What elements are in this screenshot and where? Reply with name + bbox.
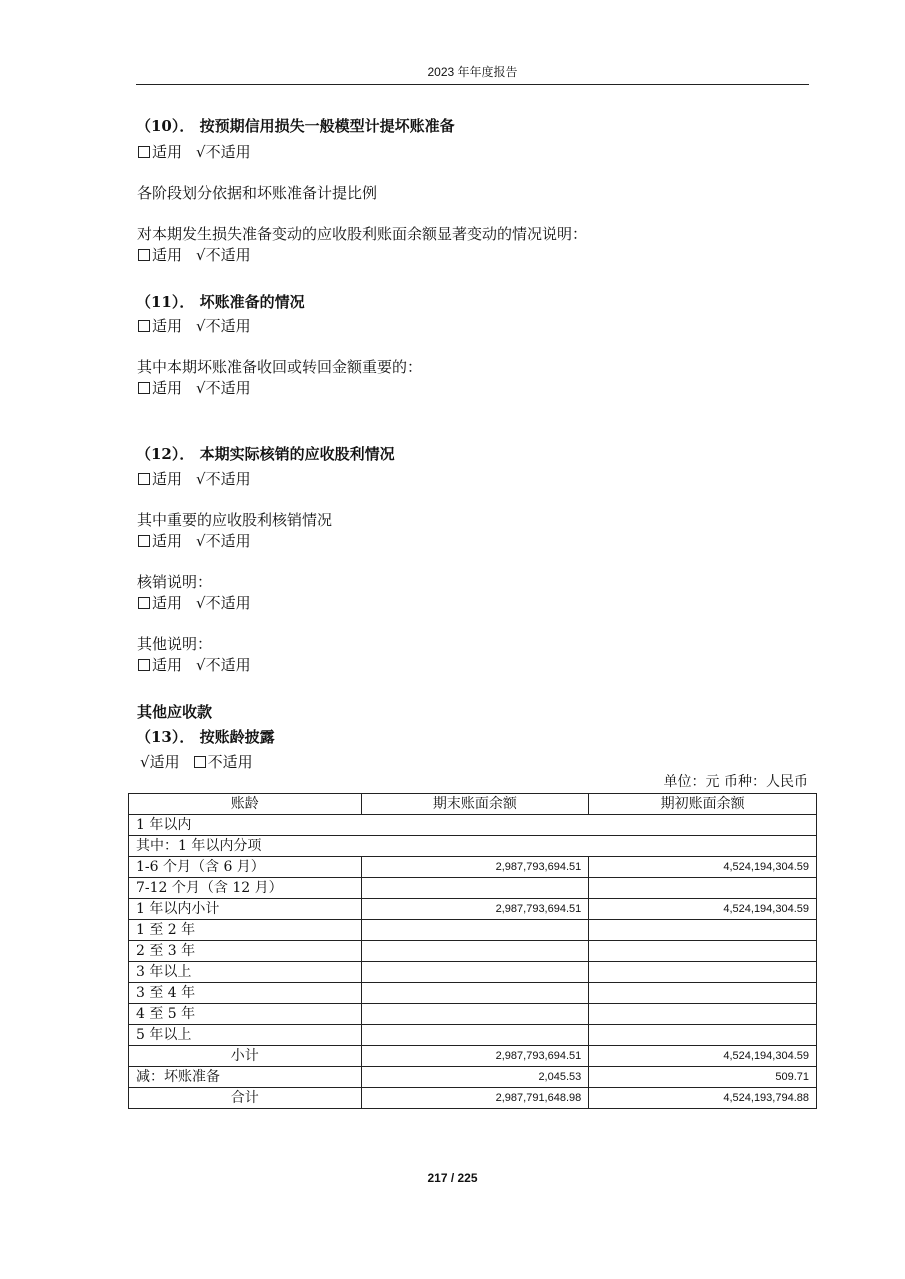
ending-balance-cell (361, 1004, 589, 1025)
check-mark-icon: √ (196, 246, 206, 264)
table-row (129, 920, 817, 941)
ending-balance-cell (361, 1025, 589, 1046)
ending-balance-cell: 2,987,793,694.51 (361, 899, 589, 920)
ending-balance-cell (361, 962, 589, 983)
row-label: 合计 (129, 1088, 362, 1109)
row-label: 小计 (129, 1046, 362, 1067)
row-label: 1-6 个月（含 6 月） (129, 857, 362, 878)
applicability-options: 适用 √不适用 (138, 593, 251, 613)
change-note-text: 对本期发生损失准备变动的应收股利账面余额显著变动的情况说明： (137, 225, 588, 243)
check-mark-icon: √ (196, 656, 206, 674)
page-header: 2023 年年度报告 (136, 60, 809, 85)
ending-balance-cell (361, 941, 589, 962)
row-label: 3 年以上 (129, 962, 362, 983)
row-label: 1 年以内小计 (129, 899, 362, 920)
ending-balance-cell: 2,987,791,648.98 (361, 1088, 589, 1109)
beginning-balance-cell (589, 962, 817, 983)
header-beginning-balance: 期初账面余额 (589, 794, 817, 815)
check-mark-icon: √ (196, 594, 206, 612)
table-row (129, 878, 817, 899)
header-ending-balance: 期末账面余额 (361, 794, 589, 815)
writeoff-note-text: 核销说明： (137, 573, 213, 591)
applicability-options: √适用 不适用 (140, 753, 253, 771)
beginning-balance-cell (589, 1004, 817, 1025)
checkbox-icon (138, 473, 150, 485)
table-row (129, 983, 817, 1004)
beginning-balance-cell: 4,524,194,304.59 (589, 857, 817, 878)
table-row (129, 962, 817, 983)
bad-debt-row (129, 1067, 817, 1088)
table-row (129, 857, 817, 878)
checkbox-icon (138, 146, 150, 158)
checkbox-icon (138, 382, 150, 394)
ending-balance-cell: 2,045.53 (361, 1067, 589, 1088)
beginning-balance-cell: 509.71 (589, 1067, 817, 1088)
table-row (129, 1025, 817, 1046)
beginning-balance-cell (589, 920, 817, 941)
aging-table (128, 793, 817, 1109)
recovery-note-text: 其中本期坏账准备收回或转回金额重要的： (137, 358, 423, 376)
ending-balance-cell: 2,987,793,694.51 (361, 857, 589, 878)
beginning-balance-cell (589, 941, 817, 962)
ending-balance-cell (361, 983, 589, 1004)
table-row (129, 899, 817, 920)
table-row (129, 941, 817, 962)
row-label: 其中：1 年以内分项 (129, 836, 817, 857)
checkbox-icon (138, 535, 150, 547)
section-12-title: （12）． 本期实际核销的应收股利情况 (136, 445, 395, 463)
applicability-options: 适用 √不适用 (138, 378, 251, 398)
checkbox-icon (138, 659, 150, 671)
check-mark-icon: √ (196, 317, 206, 335)
applicability-options: 适用 √不适用 (138, 316, 251, 336)
other-receivables-heading: 其他应收款 (137, 703, 213, 721)
subtotal-row (129, 1046, 817, 1067)
row-label: 2 至 3 年 (129, 941, 362, 962)
row-label: 5 年以上 (129, 1025, 362, 1046)
other-note-text: 其他说明： (137, 635, 213, 653)
unit-currency-line: 单位：元 币种：人民币 (663, 774, 808, 790)
applicability-options: 适用 √不适用 (138, 142, 251, 162)
applicability-options: 适用 √不适用 (138, 655, 251, 675)
important-writeoff-text: 其中重要的应收股利核销情况 (137, 511, 333, 529)
beginning-balance-cell (589, 878, 817, 899)
table-row (129, 836, 817, 857)
check-mark-icon: √ (196, 143, 206, 161)
section-11-title: （11）． 坏账准备的情况 (136, 293, 305, 311)
row-label: 减：坏账准备 (129, 1067, 362, 1088)
row-label: 7-12 个月（含 12 月） (129, 878, 362, 899)
applicability-options: 适用 √不适用 (138, 245, 251, 265)
row-label: 1 至 2 年 (129, 920, 362, 941)
check-mark-icon: √ (196, 532, 206, 550)
table-row (129, 1004, 817, 1025)
beginning-balance-cell (589, 983, 817, 1004)
checkbox-icon (138, 249, 150, 261)
checkbox-icon (138, 320, 150, 332)
applicability-options: 适用 √不适用 (138, 469, 251, 489)
row-label: 3 至 4 年 (129, 983, 362, 1004)
beginning-balance-cell: 4,524,193,794.88 (589, 1088, 817, 1109)
ending-balance-cell (361, 878, 589, 899)
header-aging: 账龄 (129, 794, 362, 815)
beginning-balance-cell: 4,524,194,304.59 (589, 899, 817, 920)
table-row (129, 815, 817, 836)
total-row (129, 1088, 817, 1109)
page-number: 217 / 225 (427, 1171, 478, 1185)
check-mark-icon: √ (196, 470, 206, 488)
check-mark-icon: √ (140, 753, 150, 771)
table-header-row (129, 794, 817, 815)
section-10-title: （10）． 按预期信用损失一般模型计提坏账准备 (136, 117, 455, 135)
row-label: 1 年以内 (129, 815, 817, 836)
ending-balance-cell: 2,987,793,694.51 (361, 1046, 589, 1067)
checkbox-icon (194, 756, 206, 768)
checkbox-icon (138, 597, 150, 609)
ending-balance-cell (361, 920, 589, 941)
check-mark-icon: √ (196, 379, 206, 397)
beginning-balance-cell (589, 1025, 817, 1046)
section-13-title: （13）． 按账龄披露 (136, 728, 275, 746)
applicability-options: 适用 √不适用 (138, 531, 251, 551)
row-label: 4 至 5 年 (129, 1004, 362, 1025)
stage-basis-text: 各阶段划分依据和坏账准备计提比例 (137, 184, 378, 202)
beginning-balance-cell: 4,524,194,304.59 (589, 1046, 817, 1067)
